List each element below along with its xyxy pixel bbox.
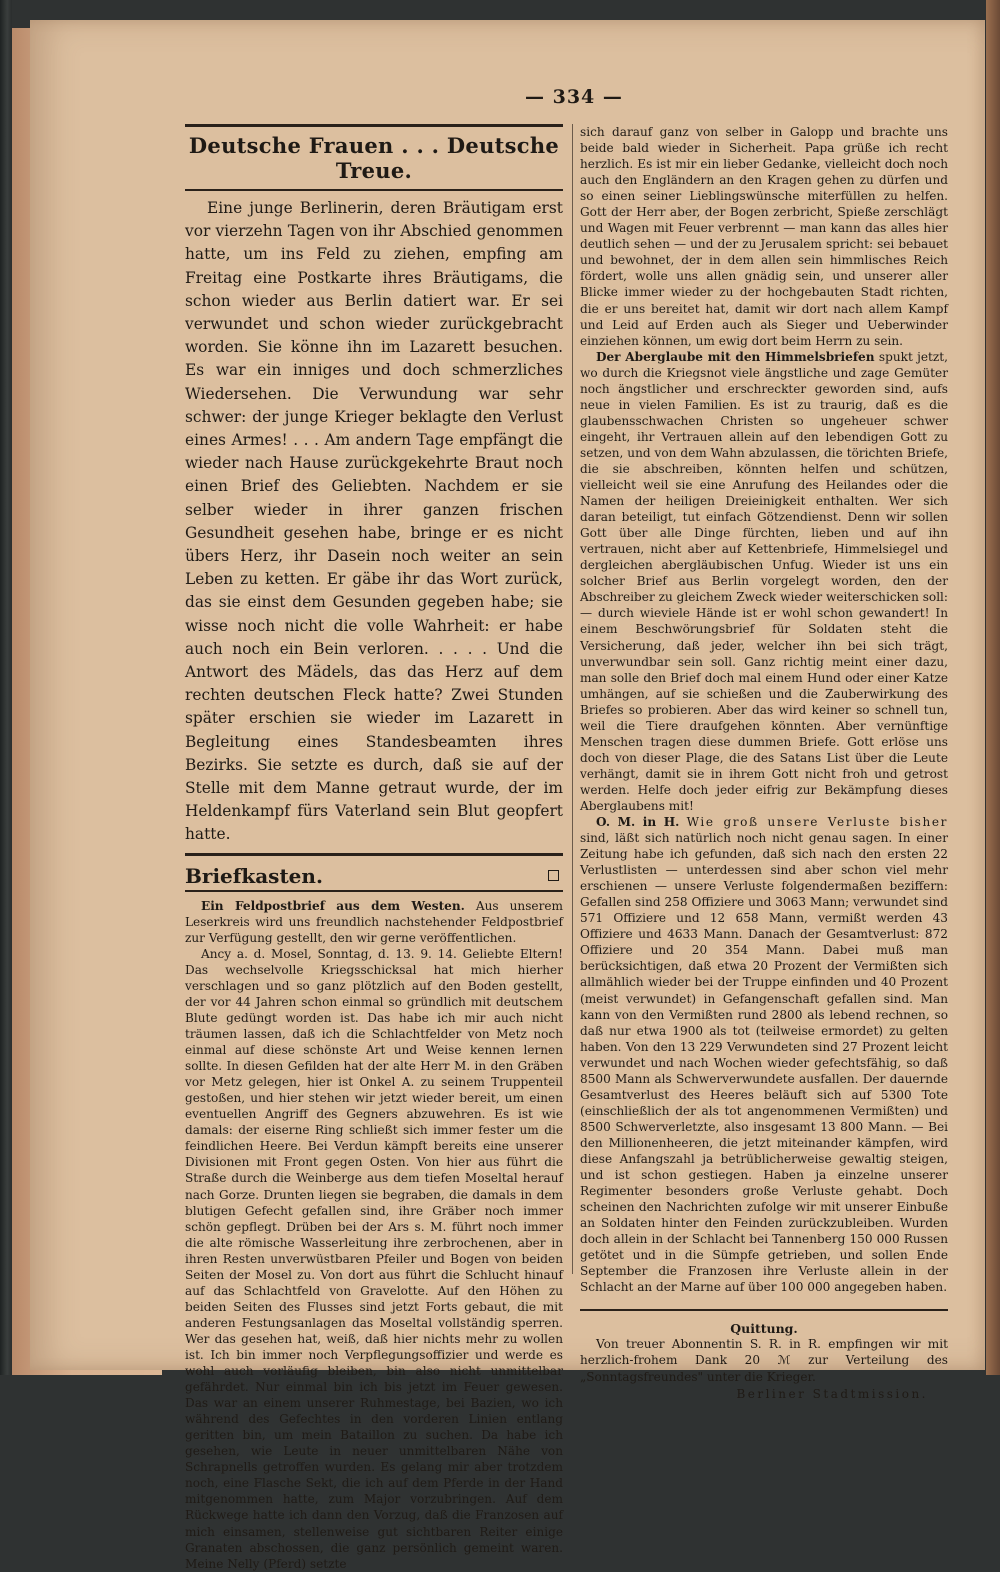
om-heading: O. M. in H. <box>596 815 680 830</box>
section-rule-top <box>185 853 563 856</box>
receipt-rule <box>580 1309 948 1311</box>
aberglaube-heading: Der Aberglaube mit den Himmelsbriefen <box>596 349 875 364</box>
receipt-title: Quittung. <box>730 1321 798 1337</box>
briefkasten-body <box>185 898 563 1572</box>
om-paragraph <box>580 814 948 1295</box>
om-spaced-text: Wie groß unsere Verluste bisher <box>686 815 948 830</box>
right-column <box>580 124 948 1401</box>
article-title: Deutsche Frauen . . . Deutsche Treue. <box>188 133 560 183</box>
aberglaube-text: spukt jetzt, wo durch die Kriegsnot viele ängstliche und zage Gemüter noch ängstlicher und erschreckter geworden sind, aufs neue in vielen Familien. Es ist zu traurig, daß es die glaubensschwachen Christen so ungeheuer schwer eingeht, ihr Vertrauen allein auf den lebendigen Gott zu setzen, und von dem Wahn abzulassen, die törichten Briefe, die sie abschreiben, könnten helfen und schützen, vielleicht weil sie eine Anrufung des Heilandes oder die Namen der heiligen Dreieinigkeit enthalten. Wer sich daran beteiligt, tut einfach Götzendienst. Denn wir sollen Gott über alle Dinge fürchten, lieben und auf ihn vertrauen, nicht aber auf Kettenbriefe, Himmelsiegel und dergleichen abergläubischen Unfug. Wieder ist uns ein solcher Brief aus Berlin vorgelegt worden, den der Abschreiber zu gleichem Zweck wieder weiterschicken soll: — durch wieviele Hände ist er wohl schon gewandert! In einem Beschwörungsbrief für Soldaten steht die Versicherung, daß jeder, welcher ihn bei sich trägt, unverwundbar sein soll. Ganz richtig meint einer dazu, man solle den Brief doch mal einem Hund oder einer Katze umhängen, auf sie schießen und die Zauberwirkung des Briefes so probieren. Aber das wird keiner so schnell tun, weil die Tiere draufgehen könnten. Aber vernünftige Menschen tragen diese dummen Briefe. Gott erlöse uns doch von dieser Plage, die des Satans List über die Leute verhängt, damit sie in ihrem Gott nicht froh und getrost werden. Helfe doch jeder eifrig zur Bekämpfung dieses Aberglaubens mit! <box>580 349 949 813</box>
left-column <box>185 124 563 1572</box>
letter-intro <box>185 898 563 946</box>
briefkasten-header <box>185 862 563 890</box>
letter-text: Ancy a. d. Mosel, Sonntag, d. 13. 9. 14. Geliebte Eltern! Das wechselvolle Kriegsschicksal hat mich hierher verschlagen und so ganz plötzlich auf den Boden gestellt, der vor 44 Jahren schon einmal so gründlich mit deutschem Blute gedüngt worden ist. Das habe ich mir auch nicht träumen lassen, daß ich die Schlachtfelder von Metz noch einmal auf diese schönste Art und Weise kennen lernen sollte. In diesen Gefilden hat der alte Herr M. in den Gräben vor Metz gelegen, hier ist Onkel A. zu seinem Truppenteil gestoßen, und hier stehen wir jetzt wieder bereit, um einen eventuellen Angriff des Gegners abzuwehren. Es ist wie damals: der eiserne Ring schließt sich immer fester um die feindlichen Heere. Bei Verdun kämpft bereits eine unserer Divisionen mit Front gegen Osten. Von hier aus führt die Straße durch die Weinberge aus dem tiefen Moseltal herauf nach Gorze. Drunten liegen sie begraben, die damals in dem blutigen Gefecht gefallen sind, ihre Gräber noch immer schön gepflegt. Drüben bei der Ars s. M. führt noch immer die alte römische Wasserleitung ihre zerbrochenen, aber in ihren Resten unverwüstbaren Pfeiler und Bogen von beiden Seiten der Mosel zu. Von dort aus führt die Schlucht hinauf auf das Schlachtfeld von Gravelotte. Auf den Höhen zu beiden Seiten des Flusses sind jetzt Forts gebaut, die mit anderen Festungsanlagen das Moseltal vollständig sperren. Wer das gesehen hat, weiß, daß hier nichts mehr zu wollen ist. Ich bin immer noch Verpflegungsoffizier und werde es wohl auch vorläufig bleiben, bin also nicht unmittelbar gefährdet. Nur einmal bin ich bis jetzt im Feuer gewesen. Das war an einem unserer Ruhmestage, bei Bazien, wo ich während des Gefechtes in den vorderen Linien entlang geritten bin, um mein Bataillon zu suchen. Da habe ich gesehen, wie Leute in neuer unmittelbaren Nähe von Schrapnells getroffen wurden. Es gelang mir aber trotzdem noch, eine Flasche Sekt, die ich auf dem Pferde in der Hand mitgenommen hatte, zum Major vorzubringen. Auf dem Rückwege hatte ich dann den Vorzug, daß die Franzosen auf mich einsamen, stellenweise gut sichtbaren Reiter einige Granaten abschossen, die ganz persönlich gemeint waren. Meine Nelly (Pferd) setzte <box>185 946 563 1571</box>
receipt-body <box>580 1336 948 1384</box>
article-body <box>185 191 563 847</box>
letter-heading: Ein Feldpostbrief aus dem Westen. <box>201 898 465 913</box>
letter-intro-text: Aus unserem Leserkreis wird uns freundlich nachstehender Feldpostbrief zur Verfügung gestellt, den wir gerne veröffentlichen. <box>185 898 563 945</box>
letter-continuation: sich darauf ganz von selber in Galopp und brachte uns beide bald wieder in Sicherheit. Papa grüße ich recht herzlich. Es ist mir ein lieber Gedanke, vielleicht doch noch auch den Engländern an den Kragen gehen zu dürfen und so einen seiner Lieblingswünsche miterfüllen zu helfen. Gott der Herr aber, der Bogen zerbricht, Spieße zerschlägt und Wagen mit Feuer verbrennt — man kann das alles hier deutlich sehen — und der zu Jerusalem spricht: sei bebauet und bewohnet, der in dem allen sein himmlisches Reich fördert, wolle uns allen gnädig sein, und unserer aller Blicke immer wieder zu der hochgebauten Stadt richten, die er uns bereitet hat, damit wir dort nach allem Kampf und Leid auf Erden auch als Sieger und Ueberwinder einziehen können, um ewig dort beim Herrn zu sein. <box>580 125 948 348</box>
section-rule-bottom <box>185 890 563 892</box>
column-divider <box>572 124 573 1274</box>
book-binding <box>0 0 12 1375</box>
om-text: sind, läßt sich natürlich noch nicht genau sagen. In einer Zeitung habe ich gefunden, daß sich nach den ersten 22 Verlustlisten — unterdessen sind aber schon viel mehr erschienen — unsere Verluste folgendermaßen beziffern: Gefallen sind 258 Offiziere und 3063 Mann; verwundet sind 571 Offiziere und 12 658 Mann, vermißt werden 43 Offiziere und 4633 Mann. Danach der Gesamtverlust: 872 Offiziere und 20 354 Mann. Dabei muß man berücksichtigen, daß etwa 20 Prozent der Vermißten sich allmählich wieder bei der Truppe einfinden und 40 Prozent (meist verwundet) in Gefangenschaft gefallen sind. Man kann von den Vermißten rund 2800 als lebend rechnen, so daß nur etwa 1900 als tot (teilweise ermordet) zu gelten haben. Von den 13 229 Verwundeten sind 27 Prozent leicht verwundet und nach Wochen wieder gefechtsfähig, so daß 8500 Mann als Schwerverwundete ausfallen. Der dauernde Gesamtverlust des Heeres beläuft sich auf 5300 Tote (einschließlich der als tot angenommenen Vermißten) und 8500 Schwerverletzte, also insgesamt 13 800 Mann. — Bei den Millionenheeren, die jetzt miteinander kämpfen, wird diese Anfangszahl ja betrüblicherweise gewaltig steigen, und ist schon gestiegen. Haben ja einzelne unserer Regimenter besonders große Verluste gehabt. Doch scheinen den Nachrichten zufolge wir mit unserer Einbuße an Soldaten hinter den Feinden zurückzubleiben. Wurden doch allein in der Schlacht bei Tannenberg 150 000 Russen getötet und in die Sümpfe getrieben, und sollen Ende September die Franzosen ihre Verluste allein in der Schlacht an der Marne auf über 100 000 angegeben haben. <box>580 831 948 1295</box>
section-title: Briefkasten. <box>185 863 323 888</box>
receipt-text: Von treuer Abonnentin S. R. in R. empfingen wir mit herzlich-frohem Dank 20 ℳ zur Verteilung des „Sonntagsfreundes" unter die Krieger. <box>580 1337 948 1384</box>
receipt-signature: Berliner Stadtmission. <box>736 1386 928 1401</box>
article-paragraph: Eine junge Berlinerin, deren Bräutigam erst vor vierzehn Tagen von ihr Abschied genommen hatte, um ins Feld zu ziehen, empfing am Freitag eine Postkarte ihres Bräutigams, die schon wieder aus Berlin datiert war. Er sei verwundet und schon wieder zurückgebracht worden. Sie könne ihn im Lazarett besuchen. Es war ein inniges und doch schmerzliches Wiedersehen. Die Verwundung war sehr schwer: der junge Krieger beklagte den Verlust eines Armes! . . . Am andern Tage empfängt die wieder nach Hause zurückgekehrte Braut noch einen Brief des Geliebten. Nachdem er sie selber wieder in ihrer ganzen frischen Gesundheit gesehen habe, bringe er es nicht übers Herz, ihr Dasein noch weiter an sein Leben zu ketten. Er gäbe ihr das Wort zurück, das sie einst dem Gesunden gegeben habe; sie wisse noch nicht die volle Wahrheit: er habe auch noch ein Bein verloren. . . . . Und die Antwort des Mädels, das das Herz auf dem rechten deutschen Fleck hatte? Zwei Stunden später erschien sie wieder im Lazarett in Begleitung eines Standesbeamten ihres Bezirks. Sie setzte es durch, daß sie auf der Stelle mit dem Manne getraut wurde, der im Heldenkampf fürs Vaterland sein Blut geopfert hatte. <box>185 199 563 844</box>
square-ornament-icon <box>548 870 559 881</box>
page-number: — 334 — <box>525 86 623 108</box>
aberglaube-paragraph <box>580 349 948 814</box>
book-cover-edge <box>986 0 1000 1375</box>
right-body <box>580 124 948 1295</box>
